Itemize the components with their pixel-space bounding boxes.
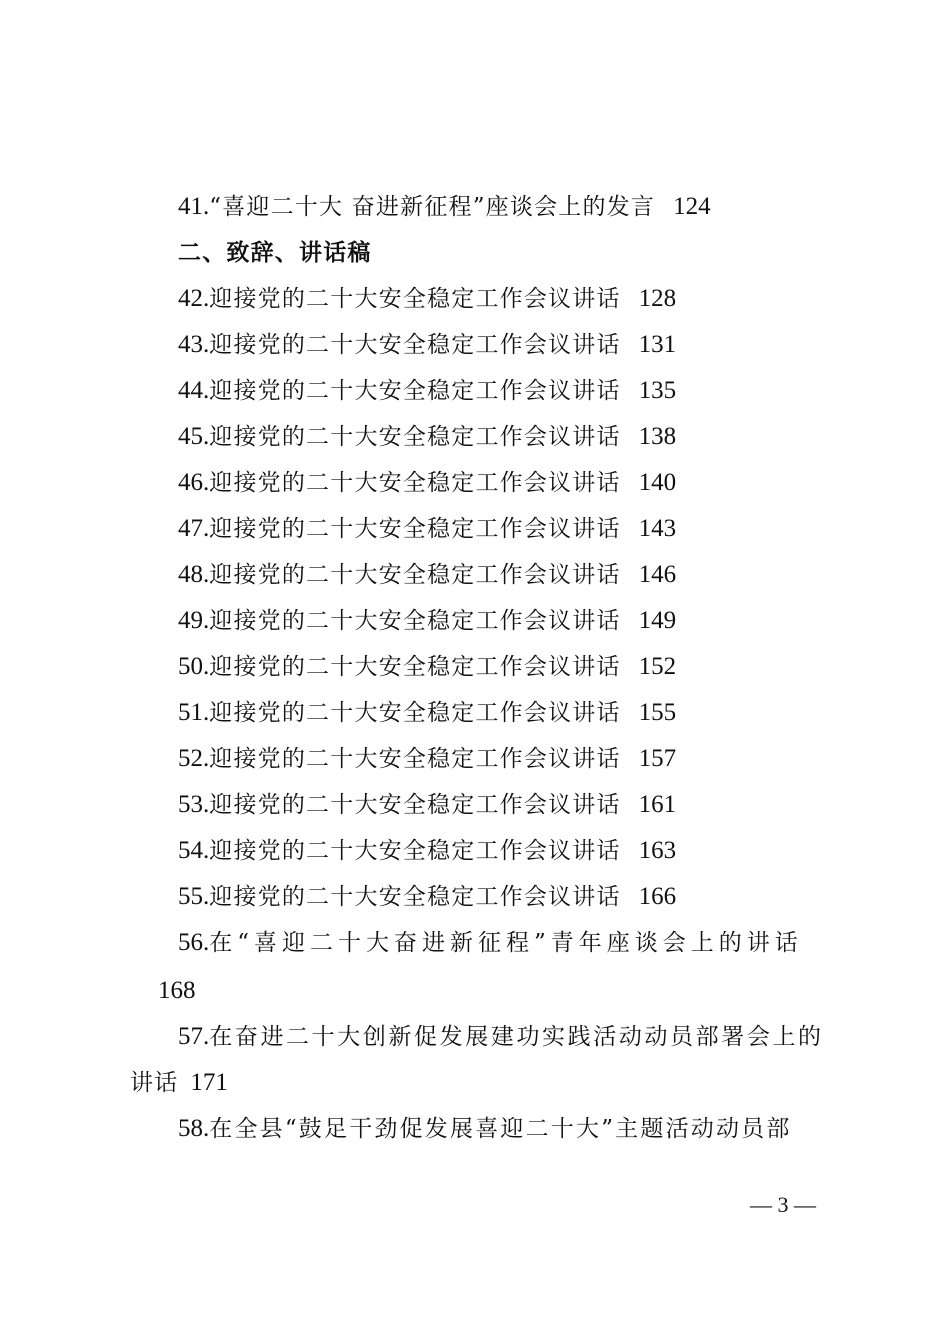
page-number: — 3 — bbox=[750, 1192, 816, 1217]
section-heading: 二、致辞、讲话稿 bbox=[178, 240, 372, 266]
toc-entry-49: 49.迎接党的二十大安全稳定工作会议讲话 149 bbox=[178, 607, 677, 634]
toc-entry-57: 57.在奋进二十大创新促发展建功实践活动动员部署会上的 bbox=[178, 1023, 824, 1050]
toc-entry-45: 45.迎接党的二十大安全稳定工作会议讲话 138 bbox=[178, 423, 677, 450]
toc-entry-46: 46.迎接党的二十大安全稳定工作会议讲话 140 bbox=[178, 469, 677, 496]
toc-entry-43: 43.迎接党的二十大安全稳定工作会议讲话 131 bbox=[178, 331, 677, 358]
toc-entry-57-cont: 讲话 171 bbox=[130, 1069, 228, 1096]
toc-entry-44: 44.迎接党的二十大安全稳定工作会议讲话 135 bbox=[178, 377, 677, 404]
toc-entry-48: 48.迎接党的二十大安全稳定工作会议讲话 146 bbox=[178, 561, 677, 588]
toc-entry-51: 51.迎接党的二十大安全稳定工作会议讲话 155 bbox=[178, 699, 677, 726]
toc-entry-58: 58.在全县“鼓足干劲促发展喜迎二十大”主题活动动员部 bbox=[178, 1115, 792, 1142]
toc-entry-54: 54.迎接党的二十大安全稳定工作会议讲话 163 bbox=[178, 837, 677, 864]
toc-entry-55: 55.迎接党的二十大安全稳定工作会议讲话 166 bbox=[178, 883, 677, 910]
toc-entry-56-page: 168 bbox=[158, 977, 196, 1004]
toc-entry-42: 42.迎接党的二十大安全稳定工作会议讲话 128 bbox=[178, 285, 677, 312]
toc-entry-41: 41.“喜迎二十大 奋进新征程”座谈会上的发言 124 bbox=[178, 193, 711, 220]
toc-entry-52: 52.迎接党的二十大安全稳定工作会议讲话 157 bbox=[178, 745, 677, 772]
toc-entry-47: 47.迎接党的二十大安全稳定工作会议讲话 143 bbox=[178, 515, 677, 542]
toc-entry-50: 50.迎接党的二十大安全稳定工作会议讲话 152 bbox=[178, 653, 677, 680]
toc-entry-56: 56.在“喜迎二十大奋进新征程”青年座谈会上的讲话 bbox=[178, 929, 803, 956]
toc-entry-53: 53.迎接党的二十大安全稳定工作会议讲话 161 bbox=[178, 791, 677, 818]
